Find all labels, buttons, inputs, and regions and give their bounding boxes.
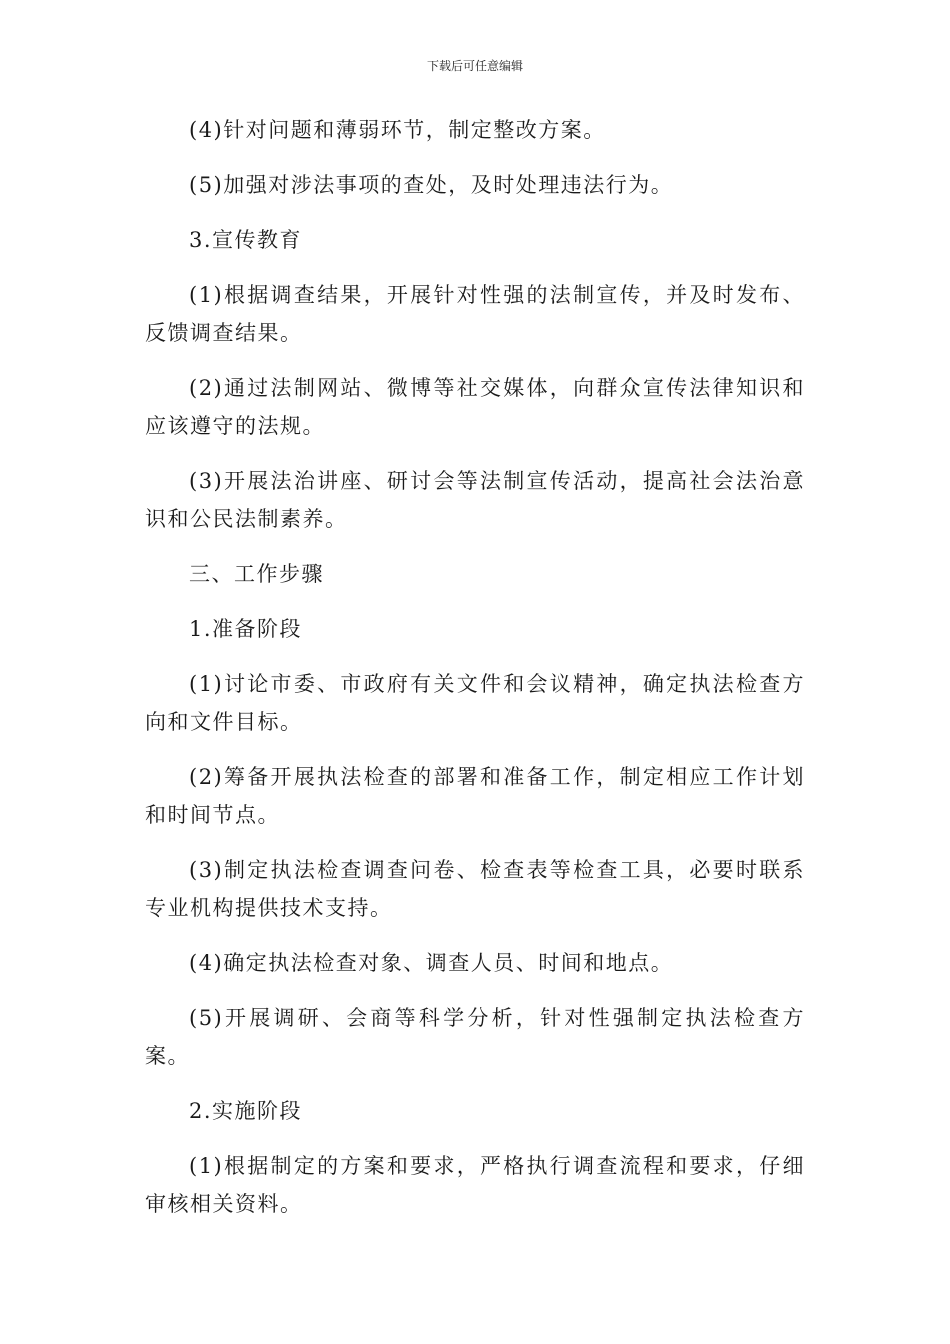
section-heading: 1.准备阶段 xyxy=(189,617,303,641)
section-heading: 三、工作步骤 xyxy=(189,562,324,586)
page-header: 下载后可任意编辑 xyxy=(426,59,523,73)
paragraph: (1)根据制定的方案和要求，严格执行调查流程和要求，仔细审核相关资料。 xyxy=(145,1154,805,1216)
paragraph: (2)筹备开展执法检查的部署和准备工作，制定相应工作计划和时间节点。 xyxy=(145,765,805,827)
section-heading: 3.宣传教育 xyxy=(189,228,303,252)
section-heading: 2.实施阶段 xyxy=(189,1099,303,1123)
document-body xyxy=(145,111,805,1240)
paragraph: (3)开展法治讲座、研讨会等法制宣传活动，提高社会法治意识和公民法制素养。 xyxy=(145,469,805,531)
paragraph: (4)确定执法检查对象、调查人员、时间和地点。 xyxy=(189,951,674,975)
paragraph: (1)讨论市委、市政府有关文件和会议精神，确定执法检查方向和文件目标。 xyxy=(145,672,805,734)
paragraph: (2)通过法制网站、微博等社交媒体，向群众宣传法律知识和应该遵守的法规。 xyxy=(145,376,805,438)
paragraph: (5)开展调研、会商等科学分析，针对性强制定执法检查方案。 xyxy=(145,1006,805,1068)
paragraph: (1)根据调查结果，开展针对性强的法制宣传，并及时发布、反馈调查结果。 xyxy=(145,283,805,345)
paragraph: (4)针对问题和薄弱环节，制定整改方案。 xyxy=(189,118,606,142)
paragraph: (5)加强对涉法事项的查处，及时处理违法行为。 xyxy=(189,173,674,197)
paragraph: (3)制定执法检查调查问卷、检查表等检查工具，必要时联系专业机构提供技术支持。 xyxy=(145,858,805,920)
